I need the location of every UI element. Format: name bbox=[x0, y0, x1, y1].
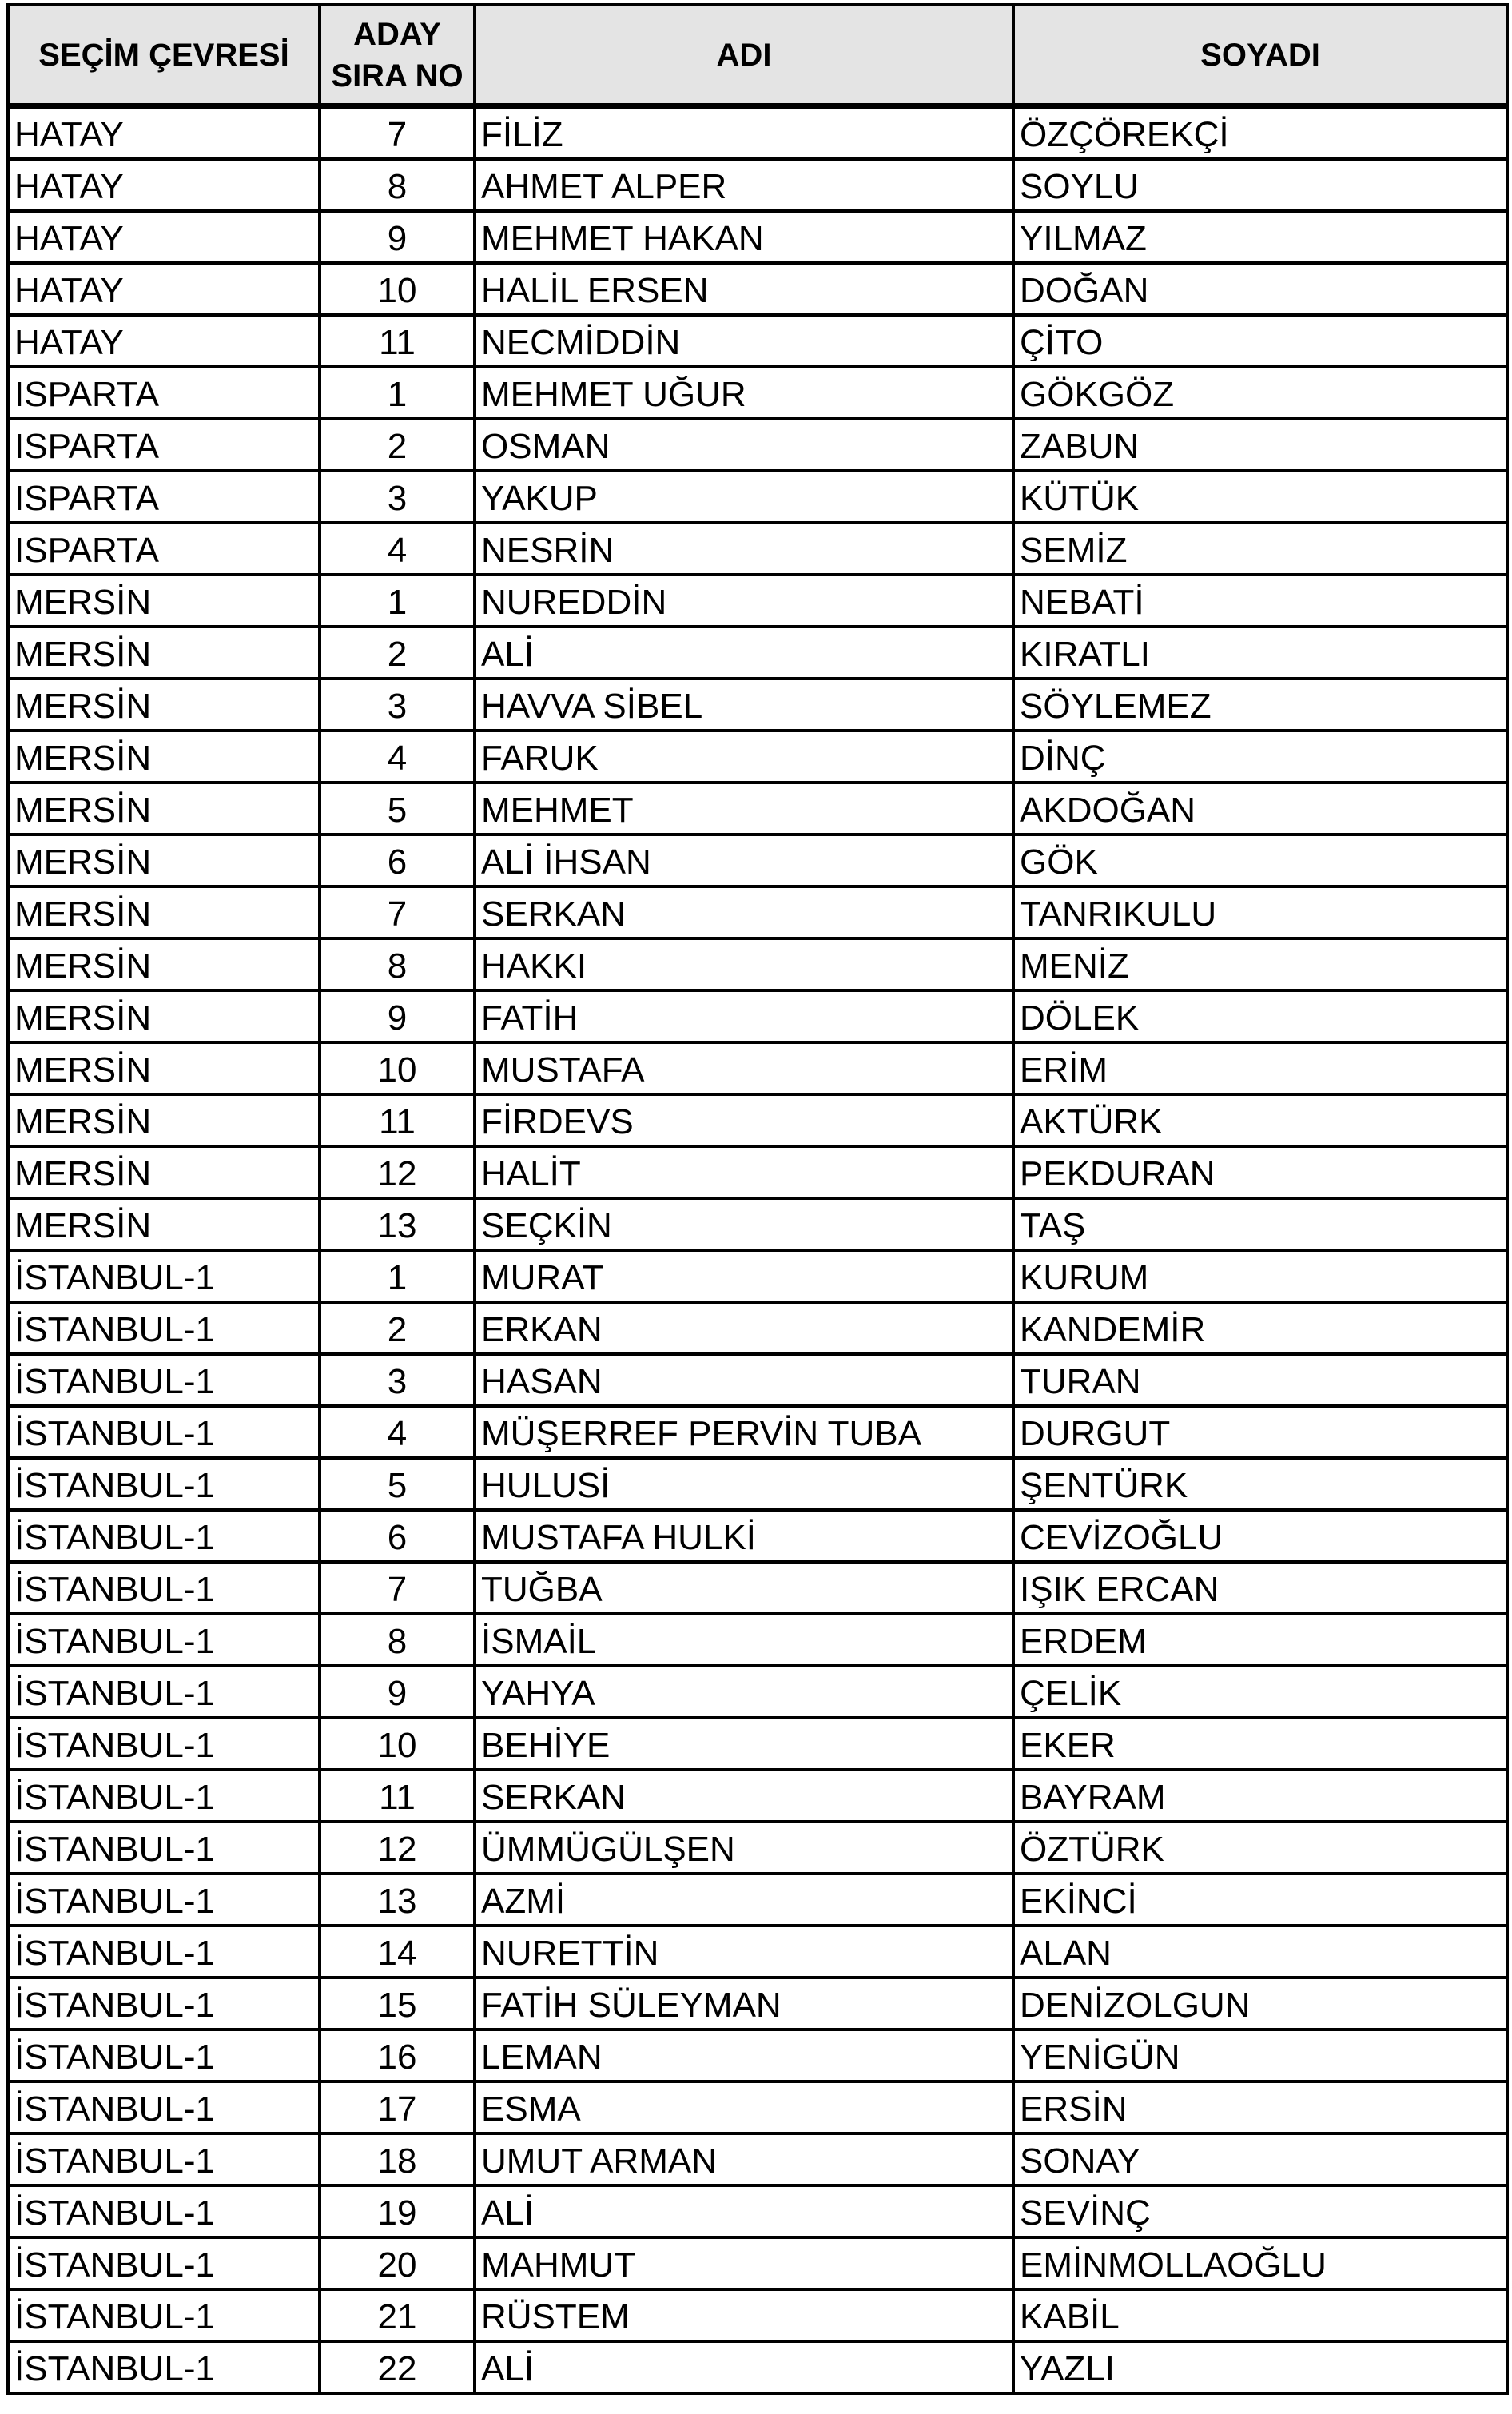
order-number-cell: 20 bbox=[320, 2237, 475, 2289]
order-number-cell: 8 bbox=[320, 159, 475, 211]
order-number-cell: 10 bbox=[320, 263, 475, 315]
district-cell: HATAY bbox=[8, 315, 320, 367]
last-name-cell: EKİNCİ bbox=[1013, 1874, 1507, 1926]
first-name-cell: NURETTİN bbox=[475, 1926, 1013, 1978]
first-name-cell: YAKUP bbox=[475, 471, 1013, 523]
header-order-line2: SIRA NO bbox=[331, 58, 464, 94]
table-row bbox=[8, 731, 1507, 783]
table-row bbox=[8, 627, 1507, 679]
order-number-cell: 5 bbox=[320, 783, 475, 835]
last-name-cell: ÖZTÜRK bbox=[1013, 1822, 1507, 1874]
district-cell: MERSİN bbox=[8, 627, 320, 679]
district-cell: İSTANBUL-1 bbox=[8, 1770, 320, 1822]
district-cell: İSTANBUL-1 bbox=[8, 2289, 320, 2341]
order-number-cell: 3 bbox=[320, 679, 475, 731]
last-name-cell: ŞENTÜRK bbox=[1013, 1458, 1507, 1510]
last-name-cell: AKDOĞAN bbox=[1013, 783, 1507, 835]
district-cell: MERSİN bbox=[8, 1042, 320, 1094]
order-number-cell: 2 bbox=[320, 627, 475, 679]
order-number-cell: 18 bbox=[320, 2133, 475, 2185]
first-name-cell: MAHMUT bbox=[475, 2237, 1013, 2289]
order-number-cell: 7 bbox=[320, 1562, 475, 1614]
last-name-cell: KURUM bbox=[1013, 1250, 1507, 1302]
table-row bbox=[8, 835, 1507, 886]
first-name-cell: MEHMET UĞUR bbox=[475, 367, 1013, 419]
first-name-cell: ALİ bbox=[475, 2341, 1013, 2393]
last-name-cell: MENİZ bbox=[1013, 938, 1507, 990]
first-name-cell: LEMAN bbox=[475, 2030, 1013, 2081]
table-row bbox=[8, 1458, 1507, 1510]
first-name-cell: FATİH SÜLEYMAN bbox=[475, 1978, 1013, 2030]
first-name-cell: HAVVA SİBEL bbox=[475, 679, 1013, 731]
candidate-list-sheet bbox=[6, 3, 1509, 2395]
district-cell: MERSİN bbox=[8, 731, 320, 783]
table-row bbox=[8, 1874, 1507, 1926]
last-name-cell: KANDEMİR bbox=[1013, 1302, 1507, 1354]
table-row bbox=[8, 523, 1507, 575]
table-row bbox=[8, 1978, 1507, 2030]
district-cell: İSTANBUL-1 bbox=[8, 2341, 320, 2393]
district-cell: MERSİN bbox=[8, 1146, 320, 1198]
last-name-cell: BAYRAM bbox=[1013, 1770, 1507, 1822]
district-cell: MERSİN bbox=[8, 1198, 320, 1250]
last-name-cell: KABİL bbox=[1013, 2289, 1507, 2341]
order-number-cell: 10 bbox=[320, 1718, 475, 1770]
table-row bbox=[8, 1354, 1507, 1406]
table-row bbox=[8, 106, 1507, 160]
table-row bbox=[8, 783, 1507, 835]
table-row bbox=[8, 1666, 1507, 1718]
last-name-cell: ÖZÇÖREKÇİ bbox=[1013, 106, 1507, 160]
first-name-cell: SEÇKİN bbox=[475, 1198, 1013, 1250]
table-row bbox=[8, 2289, 1507, 2341]
last-name-cell: KIRATLI bbox=[1013, 627, 1507, 679]
order-number-cell: 9 bbox=[320, 990, 475, 1042]
district-cell: ISPARTA bbox=[8, 471, 320, 523]
district-cell: MERSİN bbox=[8, 938, 320, 990]
first-name-cell: FATİH bbox=[475, 990, 1013, 1042]
district-cell: İSTANBUL-1 bbox=[8, 2185, 320, 2237]
district-cell: HATAY bbox=[8, 211, 320, 263]
order-number-cell: 7 bbox=[320, 106, 475, 160]
district-cell: MERSİN bbox=[8, 575, 320, 627]
last-name-cell: SOYLU bbox=[1013, 159, 1507, 211]
table-row bbox=[8, 990, 1507, 1042]
first-name-cell: HULUSİ bbox=[475, 1458, 1013, 1510]
order-number-cell: 17 bbox=[320, 2081, 475, 2133]
last-name-cell: TANRIKULU bbox=[1013, 886, 1507, 938]
first-name-cell: YAHYA bbox=[475, 1666, 1013, 1718]
last-name-cell: TURAN bbox=[1013, 1354, 1507, 1406]
last-name-cell: ERİM bbox=[1013, 1042, 1507, 1094]
table-header bbox=[8, 5, 1507, 106]
table-row bbox=[8, 2237, 1507, 2289]
last-name-cell: AKTÜRK bbox=[1013, 1094, 1507, 1146]
district-cell: İSTANBUL-1 bbox=[8, 1354, 320, 1406]
district-cell: İSTANBUL-1 bbox=[8, 1718, 320, 1770]
district-cell: MERSİN bbox=[8, 783, 320, 835]
district-cell: İSTANBUL-1 bbox=[8, 2133, 320, 2185]
first-name-cell: ALİ bbox=[475, 627, 1013, 679]
order-number-cell: 8 bbox=[320, 938, 475, 990]
last-name-cell: DÖLEK bbox=[1013, 990, 1507, 1042]
first-name-cell: FARUK bbox=[475, 731, 1013, 783]
order-number-cell: 1 bbox=[320, 575, 475, 627]
last-name-cell: SEVİNÇ bbox=[1013, 2185, 1507, 2237]
order-number-cell: 13 bbox=[320, 1198, 475, 1250]
first-name-cell: BEHİYE bbox=[475, 1718, 1013, 1770]
order-number-cell: 19 bbox=[320, 2185, 475, 2237]
district-cell: İSTANBUL-1 bbox=[8, 1822, 320, 1874]
district-cell: İSTANBUL-1 bbox=[8, 1562, 320, 1614]
district-cell: MERSİN bbox=[8, 990, 320, 1042]
last-name-cell: SONAY bbox=[1013, 2133, 1507, 2185]
table-row bbox=[8, 2081, 1507, 2133]
order-number-cell: 10 bbox=[320, 1042, 475, 1094]
table-row bbox=[8, 419, 1507, 471]
last-name-cell: KÜTÜK bbox=[1013, 471, 1507, 523]
table-row bbox=[8, 1094, 1507, 1146]
order-number-cell: 2 bbox=[320, 419, 475, 471]
district-cell: İSTANBUL-1 bbox=[8, 1406, 320, 1458]
last-name-cell: ALAN bbox=[1013, 1926, 1507, 1978]
order-number-cell: 2 bbox=[320, 1302, 475, 1354]
table-row bbox=[8, 1562, 1507, 1614]
table-row bbox=[8, 575, 1507, 627]
first-name-cell: HALİT bbox=[475, 1146, 1013, 1198]
district-cell: İSTANBUL-1 bbox=[8, 1458, 320, 1510]
district-cell: İSTANBUL-1 bbox=[8, 2237, 320, 2289]
district-cell: MERSİN bbox=[8, 886, 320, 938]
first-name-cell: ALİ İHSAN bbox=[475, 835, 1013, 886]
first-name-cell: ALİ bbox=[475, 2185, 1013, 2237]
first-name-cell: TUĞBA bbox=[475, 1562, 1013, 1614]
district-cell: İSTANBUL-1 bbox=[8, 2030, 320, 2081]
last-name-cell: YILMAZ bbox=[1013, 211, 1507, 263]
table-row bbox=[8, 1250, 1507, 1302]
district-cell: MERSİN bbox=[8, 835, 320, 886]
district-cell: İSTANBUL-1 bbox=[8, 1250, 320, 1302]
first-name-cell: HAKKI bbox=[475, 938, 1013, 990]
first-name-cell: FİRDEVS bbox=[475, 1094, 1013, 1146]
first-name-cell: MURAT bbox=[475, 1250, 1013, 1302]
district-cell: İSTANBUL-1 bbox=[8, 2081, 320, 2133]
table-row bbox=[8, 886, 1507, 938]
district-cell: HATAY bbox=[8, 159, 320, 211]
district-cell: İSTANBUL-1 bbox=[8, 1614, 320, 1666]
first-name-cell: SERKAN bbox=[475, 1770, 1013, 1822]
table-row bbox=[8, 1510, 1507, 1562]
order-number-cell: 6 bbox=[320, 835, 475, 886]
order-number-cell: 21 bbox=[320, 2289, 475, 2341]
table-body bbox=[8, 106, 1507, 2394]
table-row bbox=[8, 1770, 1507, 1822]
order-number-cell: 7 bbox=[320, 886, 475, 938]
last-name-cell: YAZLI bbox=[1013, 2341, 1507, 2393]
order-number-cell: 13 bbox=[320, 1874, 475, 1926]
district-cell: ISPARTA bbox=[8, 367, 320, 419]
table-row bbox=[8, 1406, 1507, 1458]
first-name-cell: MÜŞERREF PERVİN TUBA bbox=[475, 1406, 1013, 1458]
first-name-cell: UMUT ARMAN bbox=[475, 2133, 1013, 2185]
order-number-cell: 9 bbox=[320, 1666, 475, 1718]
first-name-cell: ESMA bbox=[475, 2081, 1013, 2133]
order-number-cell: 14 bbox=[320, 1926, 475, 1978]
table-row bbox=[8, 263, 1507, 315]
last-name-cell: ERSİN bbox=[1013, 2081, 1507, 2133]
last-name-cell: ZABUN bbox=[1013, 419, 1507, 471]
last-name-cell: SÖYLEMEZ bbox=[1013, 679, 1507, 731]
table-row bbox=[8, 679, 1507, 731]
first-name-cell: MUSTAFA HULKİ bbox=[475, 1510, 1013, 1562]
order-number-cell: 11 bbox=[320, 1770, 475, 1822]
order-number-cell: 22 bbox=[320, 2341, 475, 2393]
order-number-cell: 6 bbox=[320, 1510, 475, 1562]
first-name-cell: MEHMET HAKAN bbox=[475, 211, 1013, 263]
district-cell: İSTANBUL-1 bbox=[8, 1666, 320, 1718]
order-number-cell: 15 bbox=[320, 1978, 475, 2030]
last-name-cell: CEVİZOĞLU bbox=[1013, 1510, 1507, 1562]
first-name-cell: AHMET ALPER bbox=[475, 159, 1013, 211]
first-name-cell: HASAN bbox=[475, 1354, 1013, 1406]
last-name-cell: SEMİZ bbox=[1013, 523, 1507, 575]
table-row bbox=[8, 2133, 1507, 2185]
table-row bbox=[8, 1822, 1507, 1874]
first-name-cell: ÜMMÜGÜLŞEN bbox=[475, 1822, 1013, 1874]
last-name-cell: DENİZOLGUN bbox=[1013, 1978, 1507, 2030]
header-row bbox=[8, 5, 1507, 106]
first-name-cell: SERKAN bbox=[475, 886, 1013, 938]
table-row bbox=[8, 2185, 1507, 2237]
header-district: SEÇİM ÇEVRESİ bbox=[8, 5, 320, 106]
order-number-cell: 1 bbox=[320, 367, 475, 419]
district-cell: ISPARTA bbox=[8, 523, 320, 575]
table-row bbox=[8, 1614, 1507, 1666]
header-last-name: SOYADI bbox=[1013, 5, 1507, 106]
last-name-cell: GÖK bbox=[1013, 835, 1507, 886]
last-name-cell: DİNÇ bbox=[1013, 731, 1507, 783]
order-number-cell: 16 bbox=[320, 2030, 475, 2081]
first-name-cell: MUSTAFA bbox=[475, 1042, 1013, 1094]
order-number-cell: 4 bbox=[320, 731, 475, 783]
order-number-cell: 3 bbox=[320, 1354, 475, 1406]
table-row bbox=[8, 1302, 1507, 1354]
order-number-cell: 11 bbox=[320, 1094, 475, 1146]
order-number-cell: 12 bbox=[320, 1822, 475, 1874]
district-cell: İSTANBUL-1 bbox=[8, 1510, 320, 1562]
district-cell: İSTANBUL-1 bbox=[8, 1874, 320, 1926]
first-name-cell: OSMAN bbox=[475, 419, 1013, 471]
table-row bbox=[8, 315, 1507, 367]
district-cell: HATAY bbox=[8, 263, 320, 315]
last-name-cell: PEKDURAN bbox=[1013, 1146, 1507, 1198]
last-name-cell: EKER bbox=[1013, 1718, 1507, 1770]
table-row bbox=[8, 211, 1507, 263]
last-name-cell: TAŞ bbox=[1013, 1198, 1507, 1250]
district-cell: MERSİN bbox=[8, 1094, 320, 1146]
district-cell: İSTANBUL-1 bbox=[8, 1302, 320, 1354]
first-name-cell: İSMAİL bbox=[475, 1614, 1013, 1666]
order-number-cell: 11 bbox=[320, 315, 475, 367]
last-name-cell: NEBATİ bbox=[1013, 575, 1507, 627]
table-row bbox=[8, 367, 1507, 419]
order-number-cell: 1 bbox=[320, 1250, 475, 1302]
table-row bbox=[8, 1718, 1507, 1770]
table-row bbox=[8, 159, 1507, 211]
last-name-cell: IŞIK ERCAN bbox=[1013, 1562, 1507, 1614]
order-number-cell: 8 bbox=[320, 1614, 475, 1666]
last-name-cell: GÖKGÖZ bbox=[1013, 367, 1507, 419]
table-row bbox=[8, 2341, 1507, 2393]
last-name-cell: ERDEM bbox=[1013, 1614, 1507, 1666]
order-number-cell: 12 bbox=[320, 1146, 475, 1198]
last-name-cell: ÇİTO bbox=[1013, 315, 1507, 367]
district-cell: MERSİN bbox=[8, 679, 320, 731]
table-row bbox=[8, 1042, 1507, 1094]
district-cell: HATAY bbox=[8, 106, 320, 160]
order-number-cell: 5 bbox=[320, 1458, 475, 1510]
header-order-number bbox=[320, 5, 475, 106]
order-number-cell: 3 bbox=[320, 471, 475, 523]
order-number-cell: 4 bbox=[320, 1406, 475, 1458]
order-number-cell: 4 bbox=[320, 523, 475, 575]
first-name-cell: MEHMET bbox=[475, 783, 1013, 835]
first-name-cell: RÜSTEM bbox=[475, 2289, 1013, 2341]
candidate-table bbox=[6, 3, 1509, 2395]
header-first-name: ADI bbox=[475, 5, 1013, 106]
last-name-cell: YENİGÜN bbox=[1013, 2030, 1507, 2081]
first-name-cell: NESRİN bbox=[475, 523, 1013, 575]
table-row bbox=[8, 1926, 1507, 1978]
district-cell: İSTANBUL-1 bbox=[8, 1926, 320, 1978]
order-number-cell: 9 bbox=[320, 211, 475, 263]
first-name-cell: NUREDDİN bbox=[475, 575, 1013, 627]
table-row bbox=[8, 938, 1507, 990]
table-row bbox=[8, 1146, 1507, 1198]
last-name-cell: DOĞAN bbox=[1013, 263, 1507, 315]
first-name-cell: HALİL ERSEN bbox=[475, 263, 1013, 315]
table-row bbox=[8, 2030, 1507, 2081]
first-name-cell: AZMİ bbox=[475, 1874, 1013, 1926]
district-cell: İSTANBUL-1 bbox=[8, 1978, 320, 2030]
table-row bbox=[8, 471, 1507, 523]
last-name-cell: DURGUT bbox=[1013, 1406, 1507, 1458]
header-order-line1: ADAY bbox=[353, 16, 441, 52]
district-cell: ISPARTA bbox=[8, 419, 320, 471]
last-name-cell: ÇELİK bbox=[1013, 1666, 1507, 1718]
first-name-cell: FİLİZ bbox=[475, 106, 1013, 160]
table-row bbox=[8, 1198, 1507, 1250]
first-name-cell: NECMİDDİN bbox=[475, 315, 1013, 367]
first-name-cell: ERKAN bbox=[475, 1302, 1013, 1354]
last-name-cell: EMİNMOLLAOĞLU bbox=[1013, 2237, 1507, 2289]
